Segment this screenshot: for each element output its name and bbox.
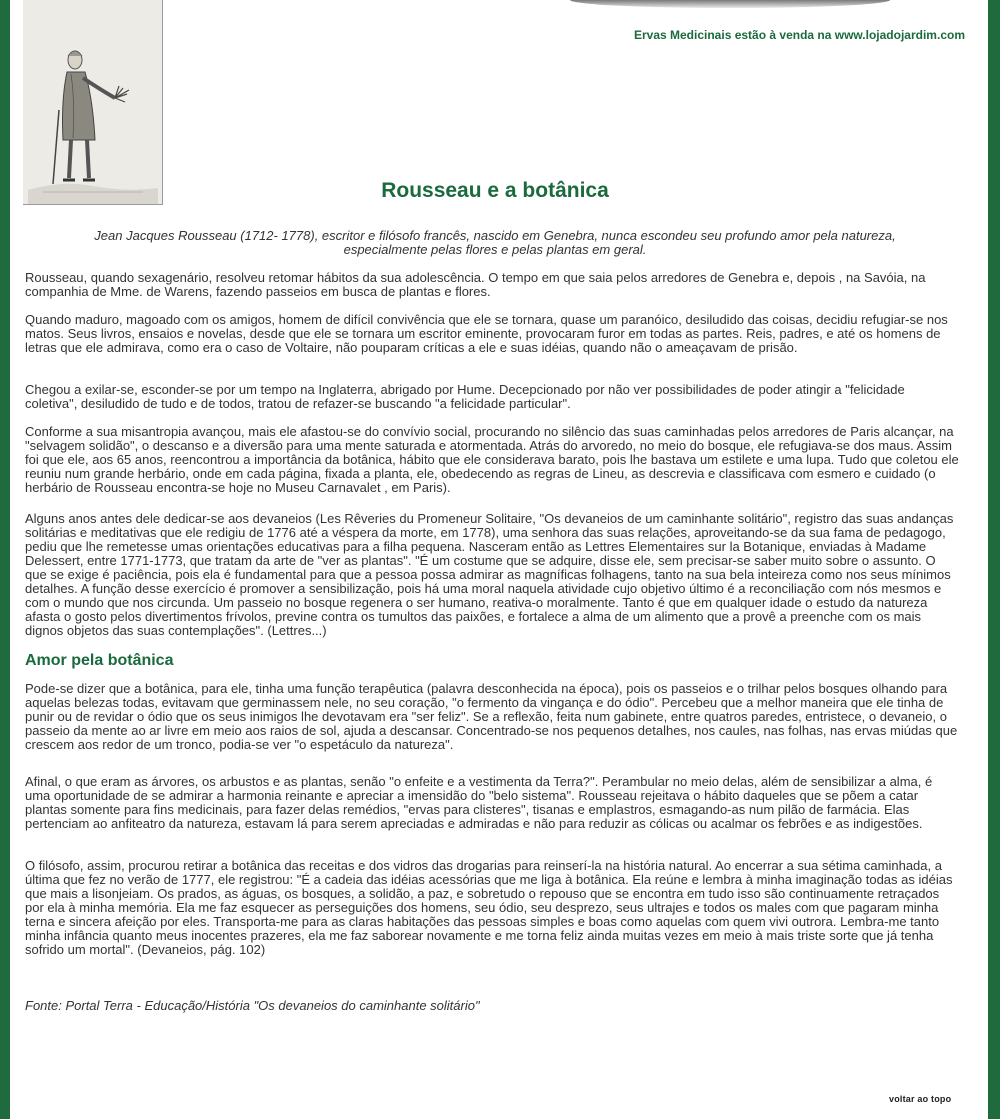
source-citation: Fonte: Portal Terra - Educação/História "Os devaneios do caminhante solitário" [25, 998, 480, 1013]
section-heading: Amor pela botânica [25, 652, 174, 669]
top-decoration [570, 0, 890, 8]
article-paragraph: Afinal, o que eram as árvores, os arbustos e as plantas, senão "o enfeite e a vestimenta da Terra?". Perambular no meio delas, além de sensibilizar a alma, é uma oportunidade de se admirar a harmonia reinante e apreciar a imensidão do "belo sistema". Rousseau rejeitava o hábito daqueles que se põem a catar plantas somente para fins medicinais, para fazer delas remédios, "ervas para clisteres", tisanas e emplastros, esmagando-as num pilão de farmácia. Elas pertenciam ao anfiteatro da natureza, estavam lá para serem apreciadas e admiradas e não para reduzir as cólicas ou acalmar os febrões e as indigestões. [25, 774, 933, 831]
article-paragraph: Quando maduro, magoado com os amigos, homem de difícil convivência que ele se tornara, quase um paranóico, desiludido das coisas, decidiu refugiar-se nos matos. Seus livros, ensaios e novelas, desde que ele se tornara um escritor eminente, provocaram furor em todas as partes. Reis, padres, e até os homens de letras que ele admirava, como era o caso de Voltaire, não pouparam críticas a ele e suas idéias, quando não o ameaçavam de prisão. [25, 312, 948, 355]
article-paragraph: Rousseau, quando sexagenário, resolveu retomar hábitos da sua adolescência. O tempo em que saia pelos arredores de Genebra e, depois , na Savóia, na companhia de Mme. de Warens, fazendo passeios em busca de plantas e flores. [25, 270, 926, 299]
back-to-top-link[interactable]: voltar ao topo [889, 1094, 952, 1104]
article-paragraph: Alguns anos antes dele dedicar-se aos devaneios (Les Rêveries du Promeneur Solitaire, "Os devaneios de um caminhante solitário", registro das suas andanças solitárias e meditativas que ele redigiu de 1776 até a véspera da morte, em 1778), uma senhora das suas relações, aproveitando-se da sua fama de pedagogo, pediu que lhe remetesse umas orientações educativas para a filha pequena. Nasceram então as Lettres Elementaires sur la Botanique, enviadas à Madame Delessert, entre 1771-1773, que tratam da arte de "ver as plantas". "É um costume que se adquire, disse ele, sem precisar-se saber muito sobre o assunto. O que se exige é paciência, pois ela é fundamental para que a pessoa possa admirar as magníficas folhagens, tanto na sua bela inteireza como nos seus mínimos detalhes. A função desse exercício é promover a sensibilização, pois há uma moral naquela atividade cujo objetivo último é a reconciliação com nós mesmos e com o mundo que nos circunda. Um passeio no bosque regenera o ser humano, reativa-o moralmente. Tanto é que em qualquer idade o estudo da natureza afasta o gosto pelos divertimentos frívolos, previne contra os tumultos das paixões, e fortalece a alma de um alimento que a provê a preenche com os mais dignos objetos das suas contemplações". (Lettres...) [25, 511, 954, 638]
article-paragraph: Chegou a exilar-se, esconder-se por um tempo na Inglaterra, abrigado por Hume. Decepcionado por não ver possibilidades de poder atingir a "felicidade coletiva", desiludido de tudo e de todos, tratou de refazer-se buscando "a felicidade particular". [25, 382, 905, 411]
rousseau-portrait-image [23, 0, 163, 205]
article-paragraph: O filósofo, assim, procurou retirar a botânica das receitas e dos vidros das drogarias para reinserí-la na história natural. Ao encerrar a sua sétima caminhada, a última que fez no verão de 1777, ele registrou: "É a cadeia das idéias acessórias que me liga à botânica. Ela reúne e lembra à minha imaginação todas as idéias que mais a lisonjeiam. Os prados, as águas, os bosques, a solidão, a paz, e sobretudo o repouso que se encontra em tudo isso são continuamente retraçados por ela à minha memória. Ela me faz esquecer as perseguições dos homens, seu ódio, seu desprezo, seus ultrajes e todos os males com que pagaram minha terna e sincera afeição por eles. Transporta-me para as claras habitações das pessoas simples e boas como aquelas com quem vivi outrora. Lembra-me tanto minha infância quanto meus inocentes prazeres, ela me faz saborear novamente e me torna feliz ainda muitas vezes em meio à mais triste sorte que já tenha sofrido um mortal". (Devaneios, pág. 102) [25, 858, 953, 957]
article-paragraph: Conforme a sua misantropia avançou, mais ele afastou-se do convívio social, procurando no silêncio das suas caminhadas pelos arredores de Paris alcançar, na "selvagem solidão", o descanso e a diversão para uma mente saturada e atormentada. Atrás do arvoredo, no meio do bosque, ele refugiava-se dos maus. Assim foi que ele, aos 65 anos, reencontrou a importância da botânica, hábito que ele considerava barato, pois lhe bastava um estilete e uma lupa. Tudo que coletou ele reuniu num grande herbário, onde em cada página, fixada a planta, ele, obedecendo as regras de Lineu, as descrevia e classificava com esmero e cuidado (o herbário de Rousseau encontra-se hoje no Museu Carnavalet , em Paris). [25, 424, 959, 495]
page-container [10, 0, 988, 1119]
intro-text: Jean Jacques Rousseau (1712- 1778), escritor e filósofo francês, nascido em Genebra, nunca escondeu seu profundo amor pela natureza, especialmente pelas flores e pelas plantas em geral. [94, 228, 896, 257]
article-paragraph: Pode-se dizer que a botânica, para ele, tinha uma função terapêutica (palavra desconhecida na época), pois os passeios e o trilhar pelos bosques olhando para aquelas belezas todas, evitavam que germinassem nele, no seu coração, "o fermento da vingança e do ódio". Percebeu que a melhor maneira que ele tinha de punir ou de revidar o ódio que os seus inimigos lhe devotavam era "ser feliz". Se a reflexão, feita num gabinete, entre quatros paredes, entristece, o devaneio, o passeio da mente ao ar livre em meio aos raios de sol, ajuda a descansar. Concentrado-se nos pequenos detalhes, nos caules, nas folhas, nas ervas miúdas que crescem aos redor de um tronco, podia-se ver "o espetáculo da natureza". [25, 681, 958, 752]
sales-banner-text: Ervas Medicinais estão à venda na www.lojadojardim.com [633, 28, 965, 42]
page-title: Rousseau e a botânica [381, 179, 609, 202]
